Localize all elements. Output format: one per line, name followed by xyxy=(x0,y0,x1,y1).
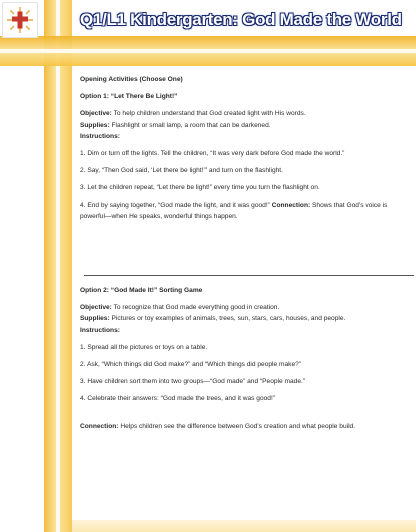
option2-step: 2. Ask, “Which things did God make?” and “Which things did people make?” xyxy=(80,361,301,369)
section-divider xyxy=(84,275,414,276)
supplies-text: Pictures or toy examples of animals, trees, sun, stars, cars, houses, and people. xyxy=(111,315,346,323)
bottom-glow xyxy=(72,520,416,532)
objective-text: To help children understand that God created light with His words. xyxy=(113,110,306,118)
page-title: Q1/L1 Kindergarten: God Made the World xyxy=(80,10,402,29)
supplies-label: Supplies: xyxy=(80,315,110,323)
section-heading: Opening Activities (Choose One) xyxy=(80,76,183,83)
connection-label: Connection: xyxy=(80,422,119,430)
cross-horizontal-highlight xyxy=(0,49,416,53)
objective-text: To recognize that God made everything good in creation. xyxy=(113,304,280,312)
option2-step: 4. Celebrate their answers: “God made the trees, and it was good!” xyxy=(80,395,275,403)
option2-instructions-label: Instructions: xyxy=(80,326,120,334)
option2-objective xyxy=(80,302,390,313)
option1-step: 2. Say, “Then God said, ‘Let there be light!’” and turn on the flashlight. xyxy=(80,167,283,175)
option1-objective xyxy=(80,108,390,119)
option1-step xyxy=(80,200,390,222)
lesson-content-option2 xyxy=(80,285,390,432)
option2-step: 1. Spread all the pictures or toys on a table. xyxy=(80,343,208,351)
cross-logo-icon xyxy=(2,2,38,38)
option1-supplies xyxy=(80,120,390,131)
option1-instructions-label: Instructions: xyxy=(80,132,120,140)
connection-text: Shows that God’s voice is powerful—when He speaks, wonderful things happen. xyxy=(80,201,388,220)
objective-label: Objective: xyxy=(80,110,112,118)
supplies-label: Supplies: xyxy=(80,121,110,129)
supplies-text: Flashlight or small lamp, a room that can be darkened. xyxy=(111,121,271,129)
option2-title: Option 2: “God Made It!” Sorting Game xyxy=(80,287,203,294)
option2-step: 3. Have children sort them into two groups—“God made” and “People made.” xyxy=(80,378,306,386)
option2-connection xyxy=(80,421,390,432)
objective-label: Objective: xyxy=(80,304,112,312)
option1-step: 1. Dim or turn off the lights. Tell the children, “It was very dark before God made the world.” xyxy=(80,150,345,158)
cross-vertical-highlight xyxy=(56,0,60,532)
option1-step: 3. Let the children repeat, “Let there be light!” every time you turn the flashlight on. xyxy=(80,184,320,192)
step-text: 4. End by saying together, “God made the light, and it was good!” xyxy=(80,201,270,209)
lesson-content xyxy=(80,74,390,222)
option1-title: Option 1: “Let There Be Light!” xyxy=(80,93,178,101)
connection-text: Helps children see the difference between God’s creation and what people build. xyxy=(120,422,356,430)
connection-label: Connection: xyxy=(271,201,311,209)
option2-supplies xyxy=(80,313,390,324)
